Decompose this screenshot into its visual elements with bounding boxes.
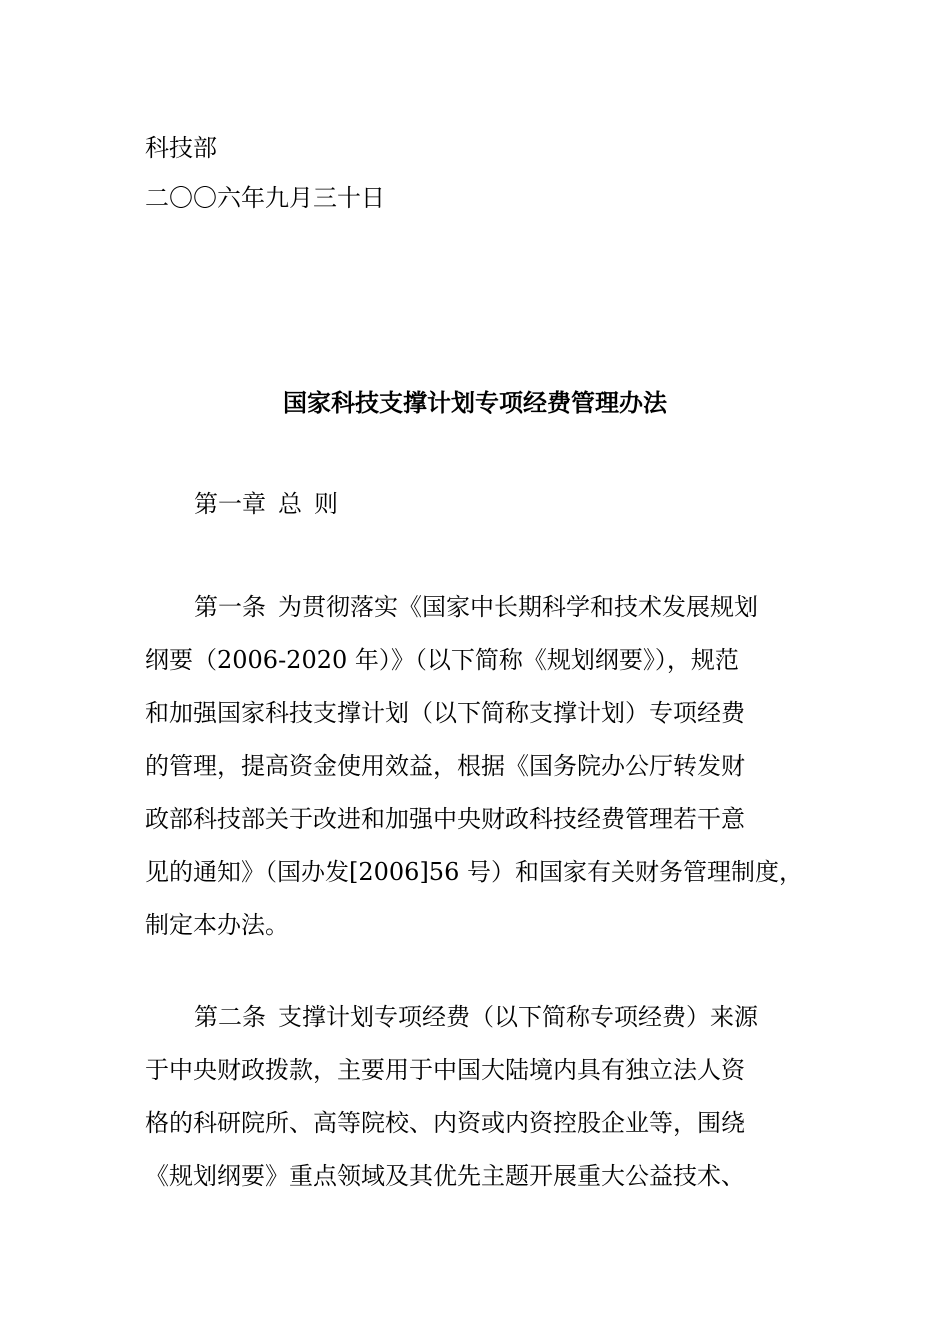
article-line: 格的科研院所、高等院校、内资或内资控股企业等，围绕 [145,1109,745,1137]
chapter-number: 第一章 [194,490,266,518]
chapter-name-part1: 总 [278,490,302,518]
chapter-name-part2: 则 [314,490,338,518]
issuer-name: 科技部 [145,134,217,162]
article-2 [145,1002,815,1214]
article-line: 见的通知》（国办发[2006]56 号）和国家有关财务管理制度， [145,858,803,886]
article-line: 的管理，提高资金使用效益，根据《国务院办公厅转发财 [145,752,745,780]
article-label: 第一条 [194,593,266,621]
article-line: 《规划纲要》重点领域及其优先主题开展重大公益技术、 [145,1162,745,1190]
article-label: 第二条 [194,1003,266,1031]
article-1 [145,592,815,963]
article-line [145,1002,815,1055]
article-line: 制定本办法。 [145,911,289,939]
issue-date: 二〇〇六年九月三十日 [145,184,385,212]
article-text: 支撑计划专项经费（以下简称专项经费）来源 [278,1003,758,1031]
article-line: 和加强国家科技支撑计划（以下简称支撑计划）专项经费 [145,699,745,727]
article-line [145,592,815,645]
article-line: 纲要（2006-2020 年）》（以下简称《规划纲要》），规范 [145,646,739,674]
article-line: 于中央财政拨款，主要用于中国大陆境内具有独立法人资 [145,1056,745,1084]
article-line: 政部科技部关于改进和加强中央财政科技经费管理若干意 [145,805,745,833]
article-text: 为贯彻落实《国家中长期科学和技术发展规划 [278,593,758,621]
document-title: 国家科技支撑计划专项经费管理办法 [283,389,667,417]
chapter-heading [194,489,338,519]
